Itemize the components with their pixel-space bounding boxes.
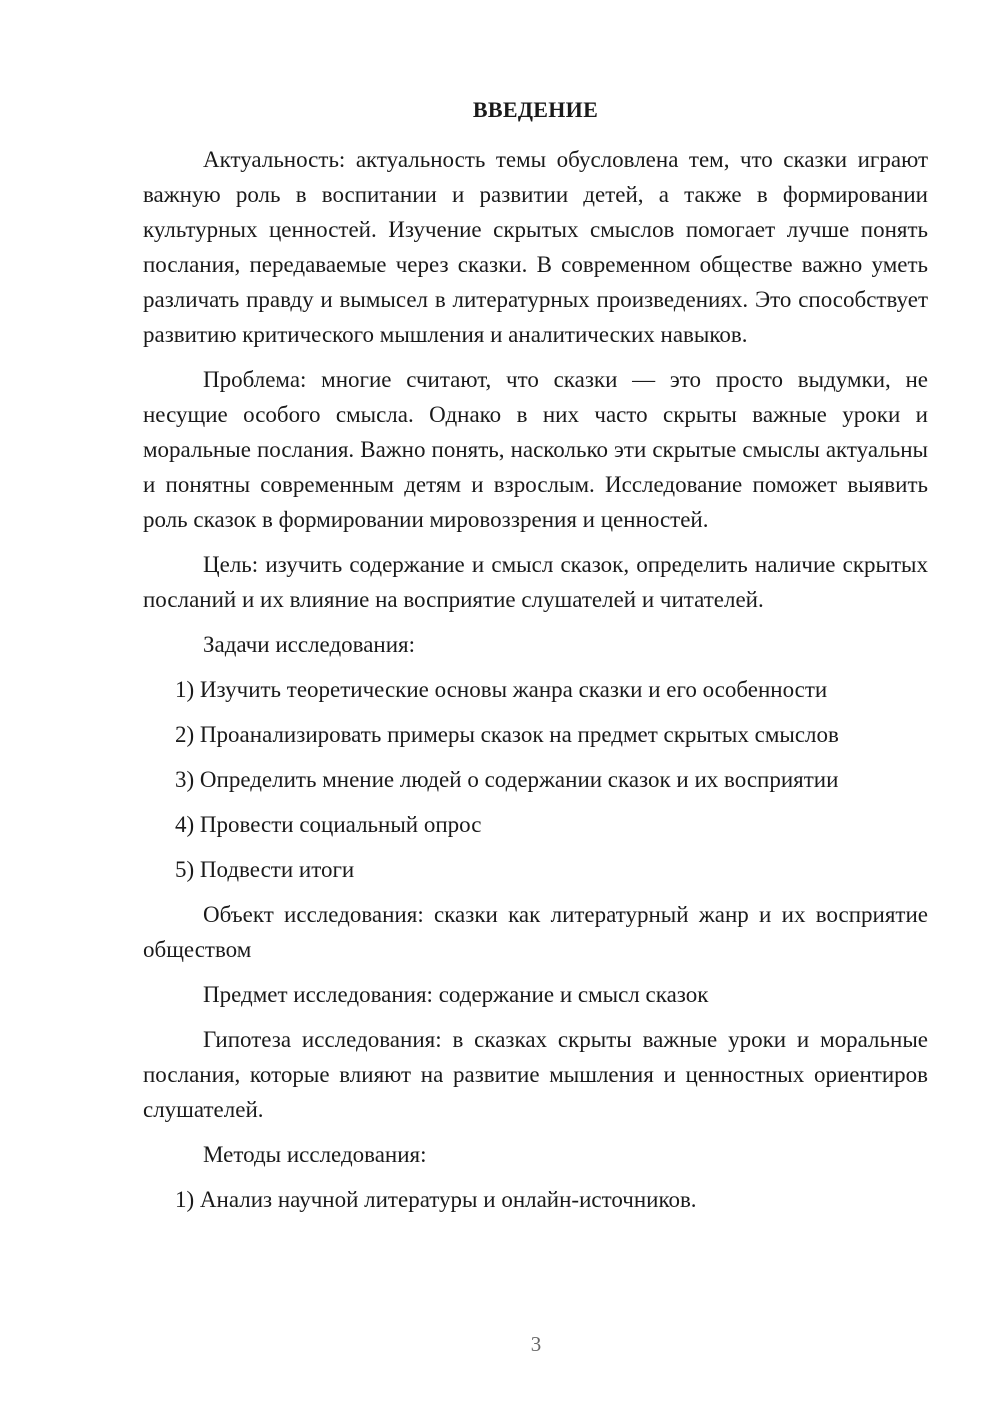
problem-paragraph: Проблема: многие считают, что сказки — это просто выдумки, не несущие особого смысла. Однако в них часто скрыты важные уроки и моральные послания. Важно понять, насколько эти скрытые смыслы актуальны и понятны современным детям и взрослым. Исследование поможет выявить роль сказок в формировании мировоззрения и ценностей. xyxy=(143,367,928,532)
list-item: 4) Провести социальный опрос xyxy=(175,812,482,837)
methods-title: Методы исследования: xyxy=(203,1142,427,1167)
tasks-title: Задачи исследования: xyxy=(203,632,416,657)
list-item: 1) Анализ научной литературы и онлайн-источников. xyxy=(175,1187,697,1212)
list-item: 3) Определить мнение людей о содержании сказок и их восприятии xyxy=(175,767,839,792)
goal-paragraph: Цель: изучить содержание и смысл сказок, определить наличие скрытых посланий и их влияние на восприятие слушателей и читателей. xyxy=(143,552,928,612)
list-item: 1) Изучить теоретические основы жанра сказки и его особенности xyxy=(175,677,828,702)
object-paragraph: Объект исследования: сказки как литературный жанр и их восприятие обществом xyxy=(143,902,928,962)
list-item: 5) Подвести итоги xyxy=(175,857,355,882)
page-heading: ВВЕДЕНИЕ xyxy=(472,97,599,122)
page-number: 3 xyxy=(530,1332,542,1356)
hypothesis-paragraph: Гипотеза исследования: в сказках скрыты важные уроки и моральные послания, которые влияют на развитие мышления и ценностных ориентиров слушателей. xyxy=(143,1027,928,1122)
body-text xyxy=(143,142,928,1217)
relevance-paragraph: Актуальность: актуальность темы обусловлена тем, что сказки играют важную роль в воспитании и развитии детей, а также в формировании культурных ценностей. Изучение скрытых смыслов помогает лучше понять послания, передаваемые через сказки. В современном обществе важно уметь различать правду и вымысел в литературных произведениях. Это способствует развитию критического мышления и аналитических навыков. xyxy=(143,147,928,347)
subject-paragraph: Предмет исследования: содержание и смысл сказок xyxy=(203,982,709,1007)
list-item: 2) Проанализировать примеры сказок на предмет скрытых смыслов xyxy=(175,722,839,747)
